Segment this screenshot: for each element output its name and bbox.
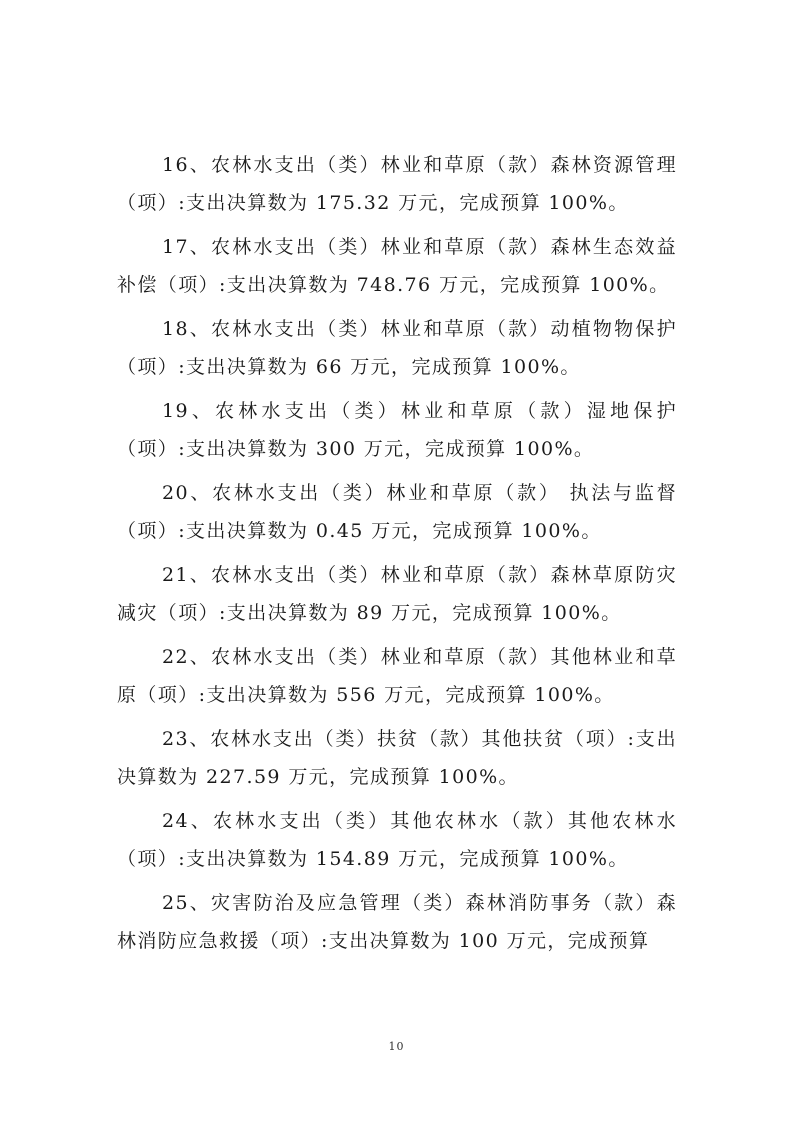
paragraph-item-17: 17、农林水支出（类）林业和草原（款）森林生态效益补偿（项）:支出决算数为 748.76 万元，完成预算 100%。 (117, 236, 677, 296)
paragraph-item-16: 16、农林水支出（类）林业和草原（款）森林资源管理（项）:支出决算数为 175.32 万元，完成预算 100%。 (117, 154, 677, 214)
paragraph-item-22: 22、农林水支出（类）林业和草原（款）其他林业和草原（项）:支出决算数为 556 万元，完成预算 100%。 (117, 646, 677, 706)
page-number: 10 (388, 1040, 405, 1053)
body-text (117, 147, 677, 967)
paragraph-item-21: 21、农林水支出（类）林业和草原（款）森林草原防灾减灾（项）:支出决算数为 89 万元，完成预算 100%。 (117, 564, 677, 624)
paragraph-item-20: 20、农林水支出（类）林业和草原（款） 执法与监督（项）:支出决算数为 0.45 万元，完成预算 100%。 (117, 482, 677, 542)
paragraph-item-18: 18、农林水支出（类）林业和草原（款）动植物物保护（项）:支出决算数为 66 万元，完成预算 100%。 (117, 318, 677, 378)
paragraph-item-25: 25、灾害防治及应急管理（类）森林消防事务（款）森林消防应急救援（项）:支出决算数为 100 万元，完成预算 (117, 892, 677, 952)
paragraph-item-19: 19、农林水支出（类）林业和草原（款）湿地保护（项）:支出决算数为 300 万元，完成预算 100%。 (117, 400, 677, 460)
paragraph-item-24: 24、农林水支出（类）其他农林水（款）其他农林水（项）:支出决算数为 154.89 万元，完成预算 100%。 (117, 810, 677, 870)
paragraph-item-23: 23、农林水支出（类）扶贫（款）其他扶贫（项）:支出决算数为 227.59 万元，完成预算 100%。 (117, 728, 677, 788)
